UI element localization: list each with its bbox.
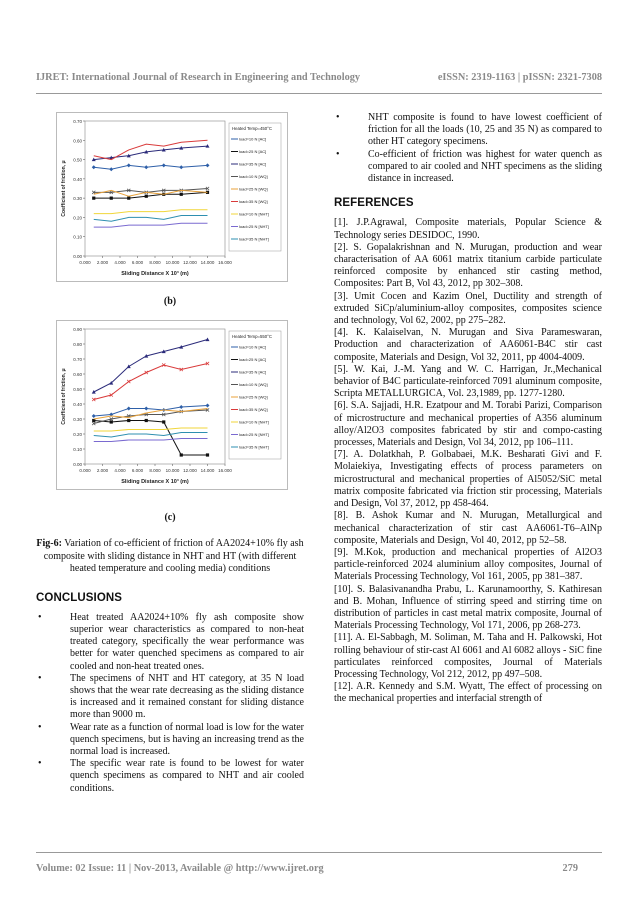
conclusions-list [36, 612, 304, 795]
x-axis-label: Sliding Distance X 10³ (m) [121, 479, 189, 486]
data-point [206, 163, 210, 167]
reference-item: [1]. J.P.Agrawal, Composite materials, Popular Science & Technology series DESIDOC, 1990. [334, 217, 602, 241]
data-point [145, 419, 148, 422]
y-tick-label: 0.40 [73, 402, 82, 408]
y-tick-label: 0.30 [73, 196, 82, 202]
findings-list [334, 112, 602, 185]
reference-item: [6]. S.A. Sajjadi, H.R. Ezatpour and M. Torabi Parizi, Comparison of microstructure and mechanical properties of A356 aluminum alloy/Al2O3 composites fabricated by stir and compo-casting processes, Materials and Design, Vol 34, 2012, pp 106–111. [334, 400, 602, 449]
y-axis-label: Coefficient of friction, μ [61, 368, 67, 425]
y-tick-label: 0.00 [73, 254, 82, 259]
y-tick-label: 0.60 [73, 138, 82, 144]
data-point [145, 195, 148, 198]
reference-item: [3]. Umit Cocen and Kazim Onel, Ductility and strength of extruded SiCp/aluminium-alloy composites, composites science and technology, Vol 62, 2002, pp 275–282. [334, 290, 602, 327]
chart-c [57, 321, 287, 489]
y-tick-label: 0.80 [73, 342, 82, 348]
data-point [92, 165, 96, 169]
series-line [94, 428, 208, 431]
data-point [110, 197, 113, 200]
legend-entry: load=35 N [NHT] [239, 236, 269, 242]
list-item: • The specific wear rate is found to be lowest for water quench specimens as compared to NHT and air cooled conditions. [36, 758, 304, 795]
reference-item: [9]. M.Kok, production and mechanical properties of Al2O3 particle-reinforced 2024 aluminium alloy composites, Journal of Materials Processing Technology, Vol 161, 2005, pp 381–387. [334, 546, 602, 583]
x-tick-label: 10.000 [165, 468, 180, 474]
journal-title: IJRET: International Journal of Research in Engineering and Technology [36, 72, 361, 83]
legend-entry: load=35 N [WQ] [239, 407, 268, 413]
data-point [92, 197, 95, 200]
legend-entry: load=10 N [AC] [239, 136, 267, 142]
y-tick-label: 0.20 [73, 432, 82, 438]
page-footer [36, 863, 602, 874]
reference-item: [11]. A. El-Sabbagh, M. Soliman, M. Taha and H. Palkowski, Hot rolling behaviour of stir-cast Al 6061 and Al 6082 alloys - SiC fine particulates reinforced composites, Journal of Materials Processing Technology, Vol 212, 2012, pp 497–508. [334, 632, 602, 680]
legend-entry: load=10 N [NHT] [239, 211, 269, 217]
y-tick-label: 0.60 [73, 372, 82, 378]
figure-caption [36, 538, 304, 575]
x-tick-label: 16.000 [218, 468, 232, 474]
right-column [334, 112, 602, 706]
legend-entry: load=10 N [AC] [239, 344, 267, 350]
data-point [162, 163, 166, 167]
x-axis-label: Sliding Distance X 10³ (m) [121, 271, 189, 277]
caption-label: Fig-6: [36, 538, 62, 550]
data-point [206, 454, 209, 457]
data-point [144, 165, 148, 169]
y-tick-label: 0.50 [73, 157, 82, 163]
data-point [180, 193, 183, 196]
x-tick-label: 14.000 [200, 260, 215, 265]
x-tick-label: 14.000 [200, 468, 215, 474]
series-line [94, 210, 208, 214]
x-tick-label: 4.000 [114, 468, 126, 474]
x-tick-label: 0.000 [79, 468, 91, 474]
data-point [127, 197, 130, 200]
data-point [92, 414, 96, 418]
chart-b [57, 113, 287, 281]
legend-entry: load=35 N [NHT] [239, 444, 269, 450]
reference-item: [4]. K. Kalaiselvan, N. Murugan and Siva Parameswaran, Production and characterization of AA6061-B4C stir cast composite, Materials and Design, Vol 32, 2011, pp 4004-4009. [334, 327, 602, 363]
legend-entry: load=25 N [AC] [239, 357, 267, 363]
references-heading: REFERENCES [334, 197, 414, 210]
x-tick-label: 16.000 [218, 260, 232, 265]
x-tick-label: 2.000 [96, 468, 109, 474]
chart-b-frame [56, 112, 288, 282]
page-header [36, 72, 602, 83]
data-point [162, 421, 165, 424]
y-axis-label: Coefficient of friction, μ [61, 160, 67, 217]
legend-entry: load=10 N [WQ] [239, 174, 268, 179]
legend-entry: load=10 N [WQ] [239, 382, 268, 388]
data-point [109, 167, 113, 171]
data-point [127, 163, 131, 167]
y-tick-label: 0.70 [73, 119, 82, 124]
y-tick-label: 0.10 [73, 447, 82, 453]
x-tick-label: 2.000 [96, 260, 109, 265]
x-tick-label: 12.000 [183, 260, 197, 265]
y-tick-label: 0.50 [73, 387, 82, 393]
conclusions-heading: CONCLUSIONS [36, 591, 123, 604]
issn: eISSN: 2319-1163 | pISSN: 2321-7308 [437, 72, 602, 83]
list-item: • Heat treated AA2024+10% fly ash composite show superior wear characteristics as compared to non-heat treated category, specifically the wear performance was better for water quenched specimens as compared to air cooled and non-heat treated ones. [36, 612, 304, 673]
y-tick-label: 0.70 [73, 357, 82, 363]
series-line [94, 216, 208, 222]
legend-entry: load=10 N [NHT] [239, 419, 269, 425]
list-item: • The specimens of NHT and HT category, at 35 N load shows that the wear rate decreasing as the sliding distance is increased and it remained constant for sliding distance more than 9000 m. [36, 673, 304, 722]
series-line [94, 439, 208, 442]
data-point [144, 407, 148, 411]
x-tick-label: 4.000 [114, 260, 126, 265]
series-line [94, 223, 208, 227]
footer-volume: Volume: 02 Issue: 11 | Nov-2013, Available @ http://www.ijret.org [36, 863, 324, 874]
legend-entry: load=25 N [WQ] [239, 186, 268, 192]
y-tick-label: 0.20 [73, 215, 82, 221]
y-tick-label: 0.30 [73, 417, 82, 423]
references-list [334, 217, 602, 705]
reference-item: [7]. A. Dolatkhah, P. Golbabaei, M.K. Besharati Givi and F. Molaiekiya, Investigating effects of process parameters on microstructural and mechanical properties of Al5052/SiC metal matrix composite fabricated via friction stir processing, Materials and Design, Vol 37, 2012, pp 458-464. [334, 449, 602, 510]
legend-entry: load=35 N [AC] [239, 369, 267, 375]
series-line [94, 433, 208, 438]
reference-item: [8]. B. Ashok Kumar and N. Murugan, Metallurgical and mechanical characterization of stir cast AA6061-T6–AlNp composite, Materials and Design, Vol 40, 2012, pp 52–58. [334, 510, 602, 546]
reference-item: [2]. S. Gopalakrishnan and N. Murugan, production and wear characterisation of AA 6061 matrix titanium carbide particulate reinforced composite by enhanced stir casting method, Composites: Part B, Vol 43, 2012, pp 302–308. [334, 241, 602, 290]
data-point [127, 419, 130, 422]
reference-item: [5]. W. Kai, J.-M. Yang and W. C. Harrigan, Jr.,Mechanical behavior of B4C particulate-reinforced 7091 aluminum composite, Scripta METALLURGICA, Vol. 23,1989, pp. 1277-1280. [334, 363, 602, 400]
legend-entry: load=35 N [WQ] [239, 199, 268, 204]
list-item: • NHT composite is found to have lowest coefficient of friction for all the loads (10, 25 and 35 N) as compared to other HT category specimens. [334, 112, 602, 149]
legend-entry: load=25 N [AC] [239, 149, 267, 154]
caption-text: Variation of co-efficient of friction of AA2024+10% fly ash composite with sliding distance in NHT and HT (with different heated temperature and cooling media) conditions [43, 538, 304, 575]
panel-c-label: (c) [164, 512, 176, 524]
footer-rule [36, 852, 602, 853]
legend-entry: load=25 N [NHT] [239, 432, 269, 438]
x-tick-label: 12.000 [183, 468, 197, 474]
left-column [36, 112, 304, 795]
y-tick-label: 0.40 [73, 176, 82, 182]
reference-item: [10]. S. Balasivanandha Prabu, L. Karunamoorthy, S. Kathiresan and B. Mohan, Influence of stirring speed and stirring time on distribution of particles in cast metal matrix composite, Journal of Materials Processing Technology, Vol 171, 2006, pp 268-273. [334, 583, 602, 632]
y-tick-label: 0.10 [73, 234, 82, 240]
data-point [179, 405, 183, 409]
list-item: • Co-efficient of friction was highest for water quench as compared to air cooled and NHT specimens as the sliding distance in increased. [334, 149, 602, 186]
x-tick-label: 0.000 [79, 260, 91, 265]
legend-title: Heated Temp=550°C [232, 334, 272, 340]
panel-b-label: (b) [163, 296, 177, 307]
data-point [127, 380, 130, 383]
x-tick-label: 8.000 [149, 468, 161, 474]
legend-entry: load=25 N [WQ] [239, 394, 268, 400]
series-line [94, 421, 208, 456]
chart-c-frame [56, 320, 288, 490]
data-point [180, 454, 183, 457]
y-tick-label: 0.90 [73, 327, 82, 333]
x-tick-label: 6.000 [131, 260, 144, 265]
data-point [110, 421, 113, 424]
data-point [127, 407, 131, 411]
data-point [127, 365, 131, 369]
data-point [92, 419, 95, 422]
header-rule [36, 93, 602, 94]
x-tick-label: 10.000 [165, 260, 180, 265]
data-point [206, 404, 210, 408]
x-tick-label: 6.000 [131, 468, 144, 474]
legend-title: Heated Temp=450°C [232, 126, 272, 131]
data-point [206, 338, 210, 342]
list-item: • Wear rate as a function of normal load is low for the water quench specimens, but is having an increasing trend as the normal load is increased. [36, 722, 304, 759]
x-tick-label: 8.000 [149, 260, 161, 265]
reference-item: [12]. A.R. Kennedy and S.M. Wyatt, The effect of processing on the mechanical properties and interfacial strength of [334, 681, 602, 705]
page-number: 279 [562, 863, 578, 874]
legend-entry: load=35 N [AC] [239, 161, 267, 167]
data-point [179, 165, 183, 169]
y-tick-label: 0.00 [73, 462, 82, 468]
legend-entry: load=25 N [NHT] [239, 224, 269, 229]
